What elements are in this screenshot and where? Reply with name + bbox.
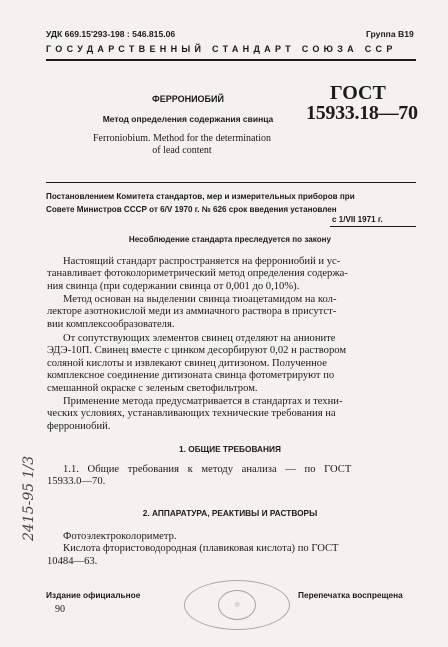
reprint-prohibited: Перепечатка воспрещена — [298, 590, 403, 600]
udk-code: УДК 669.15'293-198 : 546.815.06 — [46, 29, 176, 39]
title-rule — [46, 182, 416, 183]
handwritten-note: 2415-95 1/3 — [21, 455, 37, 541]
page-number: 90 — [55, 604, 65, 615]
s2-line-3: 10484—63. — [47, 555, 98, 567]
doc-subtitle: Метод определения содержания свинца — [102, 114, 274, 124]
p2-line-1: Метод основан на выделении свинца тиоацетамидом на кол- — [63, 294, 337, 305]
library-stamp — [184, 580, 290, 630]
s1-line-2: 15933.0—70. — [47, 476, 106, 488]
gost-label: ГОСТ — [330, 82, 386, 104]
group-code: Группа В19 — [366, 29, 414, 39]
p4-line-2: ческих условиях, устанавливающих технические требования на — [47, 408, 336, 420]
section-2-text — [47, 531, 415, 568]
doc-title-en-1: Ferroniobium. Method for the determination — [92, 133, 272, 144]
decree-line-1: Постановлением Комитета стандартов, мер и измерительных приборов при — [46, 192, 355, 201]
section-2-heading: 2. АППАРАТУРА, РЕАКТИВЫ И РАСТВОРЫ — [142, 508, 318, 518]
p1-line-1: Настоящий стандарт распространяется на феррониобий и ус- — [63, 256, 341, 267]
p3-line-2: ЭДЭ-10П. Свинец вместе с цинком десорбируют 0,02 н раствором — [47, 345, 347, 357]
gost-number: 15933.18—70 — [306, 102, 418, 124]
p1-line-2: танавливает фотоколориметрический метод определения содержа- — [47, 268, 348, 280]
standard-title: ГОСУДАРСТВЕННЫЙ СТАНДАРТ СОЮЗА ССР — [46, 44, 397, 54]
s2-line-2: Кислота фтористоводородная (плавиковая кислота) по ГОСТ — [63, 543, 339, 555]
s1-line-1: 1.1. Общие требования к методу анализа — по ГОСТ — [63, 464, 352, 475]
decree-line-2: Совете Министров СССР от 6/V 1970 г. № 626 срок введения установлен — [46, 205, 337, 214]
law-warning: Несоблюдение стандарта преследуется по закону — [128, 235, 332, 244]
p4-line-3: феррониобий. — [47, 420, 111, 432]
doc-title-en-2: of lead content — [152, 145, 212, 156]
stamp-emblem: ◎ — [218, 590, 256, 620]
p2-line-3: вии комплексообразователя. — [47, 318, 175, 330]
decree-rule — [330, 226, 416, 227]
p3-line-5: смешанной окраске с зеленым светофильтром. — [47, 382, 258, 394]
doc-title: ФЕРРОНИОБИЙ — [152, 94, 224, 104]
decree-line-3: с 1/VII 1971 г. — [332, 215, 383, 224]
paragraph-4 — [47, 396, 415, 433]
p3-line-3: соляной кислоты и извлекают свинец дитизоном. Полученное — [47, 357, 327, 369]
s2-line-1: Фотоэлектроколориметр. — [63, 531, 177, 542]
section-1-text — [47, 464, 415, 489]
p1-line-3: ния свинца (при содержании свинца от 0,001 до 0,10%). — [47, 280, 300, 292]
p4-line-1: Применение метода предусматривается в стандартах и техни- — [63, 396, 343, 407]
paragraph-2 — [47, 294, 415, 331]
paragraph-3 — [47, 333, 415, 395]
p3-line-4: комплексное соединение дитизоната свинца фотометрируют по — [47, 370, 335, 382]
official-edition: Издание официальное — [46, 590, 141, 600]
paragraph-1 — [47, 256, 415, 293]
section-1-heading: 1. ОБЩИЕ ТРЕБОВАНИЯ — [179, 444, 281, 454]
p2-line-2: лекторе азотнокислой меди из аммиачного раствора в присутст- — [47, 306, 337, 318]
p3-line-1: От сопутствующих элементов свинец отделяют на анионите — [63, 333, 336, 344]
header-rule — [46, 59, 416, 61]
